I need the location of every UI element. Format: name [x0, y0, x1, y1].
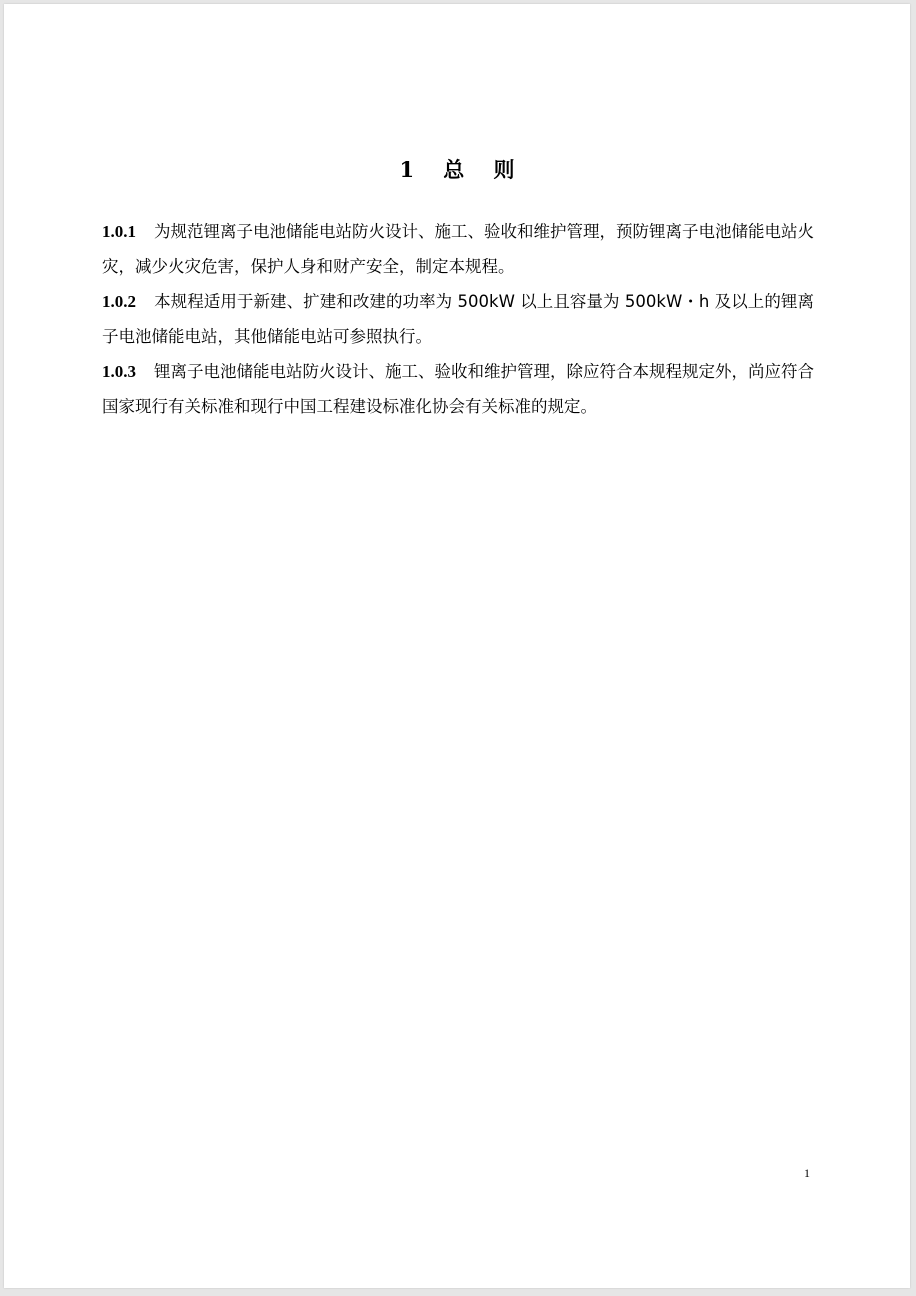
clause-1-0-3	[102, 354, 814, 424]
page-number: 1	[804, 1166, 810, 1180]
clause-text: 为规范锂离子电池储能电站防火设计、施工、验收和维护管理，预防锂离子电池储能电站火灾，减少火灾危害，保护人身和财产安全，制定本规程。	[102, 222, 814, 276]
document-page	[4, 4, 910, 1288]
clause-number: 1.0.3	[102, 362, 136, 381]
clause-1-0-1	[102, 214, 814, 284]
clause-number: 1.0.2	[102, 292, 136, 311]
document-body	[102, 214, 814, 424]
clause-text: 锂离子电池储能电站防火设计、施工、验收和维护管理，除应符合本规程规定外，尚应符合国家现行有关标准和现行中国工程建设标准化协会有关标准的规定。	[102, 362, 814, 416]
clause-1-0-2	[102, 284, 814, 354]
clause-text: 本规程适用于新建、扩建和改建的功率为 500kW 以上且容量为 500kW・h 及以上的锂离子电池储能电站，其他储能电站可参照执行。	[102, 292, 814, 346]
clause-number: 1.0.1	[102, 222, 136, 241]
chapter-title: 1 总 则	[399, 157, 515, 182]
